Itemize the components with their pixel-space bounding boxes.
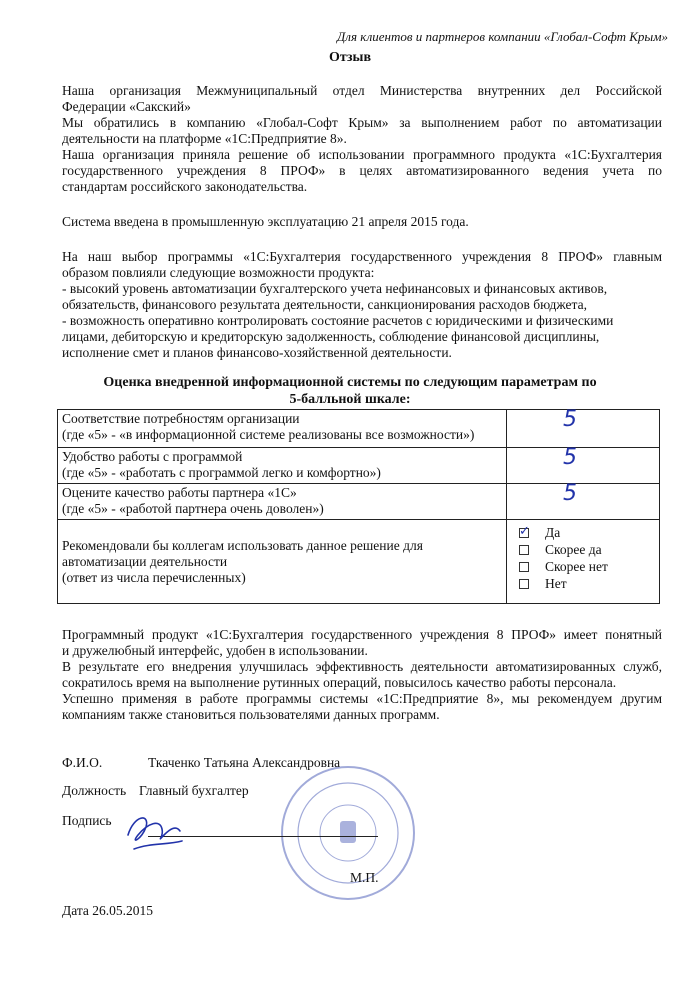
handwritten-signature (120, 805, 190, 857)
date-text: Дата 26.05.2015 (62, 903, 154, 918)
launch-text (62, 214, 469, 230)
closing-line: Программный продукт «1С:Бухгалтерия государственного учреждения 8 ПРОФ» имеет понятный (62, 627, 662, 642)
question-text: Удобство работы с программой (62, 449, 243, 464)
choice-line: - возможность оперативно контролировать состояние расчетов с юридическими и физическими (62, 313, 614, 328)
option-no[interactable] (511, 575, 655, 592)
header-note: Для клиентов и партнеров компании «Глобал-Софт Крым» (337, 29, 668, 44)
question-cell (58, 484, 507, 520)
question-text: Оцените качество работы партнера «1С» (62, 485, 297, 500)
question-text: Соответствие потребностям организации (62, 411, 300, 426)
checkbox-icon[interactable] (519, 545, 529, 555)
closing-line: сократилось время на выполнение рутинных операций, повысилось качество работы персонала. (62, 675, 617, 690)
question-note: (ответ из числа перечисленных) (62, 569, 246, 585)
question-note: (где «5» - «в информационной системе реализованы все возможности») (62, 427, 475, 442)
intro-line: Наша организация Межмуниципальный отдел Министерства внутренних дел Российской (62, 83, 662, 98)
intro-line: Федерации «Сакский» (62, 99, 191, 114)
checkbox-checked-icon[interactable] (519, 528, 529, 538)
question-text: автоматизации деятельности (62, 553, 228, 569)
table-row (58, 448, 660, 484)
option-label: Нет (545, 575, 567, 591)
position-label: Должность (62, 783, 127, 798)
checkbox-icon[interactable] (519, 579, 529, 589)
option-label: Скорее нет (545, 558, 608, 574)
option-yes[interactable] (511, 524, 655, 541)
option-rather-no[interactable] (511, 558, 655, 575)
document-title: Отзыв (328, 50, 372, 65)
score-cell (507, 481, 660, 520)
option-rather-yes[interactable] (511, 541, 655, 558)
score-cell (507, 445, 660, 484)
choice-line: исполнение смет и планов финансово-хозяйственной деятельности. (62, 345, 452, 360)
question-note: (где «5» - «работой партнера очень доволен») (62, 501, 324, 516)
question-cell (58, 520, 507, 604)
closing-paragraph (62, 627, 662, 723)
table-row (58, 410, 660, 448)
closing-line: и дружелюбный интерфейс, удобен в использовании. (62, 643, 368, 658)
checkbox-icon[interactable] (519, 562, 529, 572)
question-cell (58, 448, 507, 484)
intro-line: государственного учреждения 8 ПРОФ» в целях автоматизированного ведения учета по (62, 163, 662, 178)
intro-line: стандартам российского законодательства. (62, 179, 308, 194)
table-row (58, 520, 660, 604)
choice-line: На наш выбор программы «1С:Бухгалтерия государственного учреждения 8 ПРОФ» главным (62, 249, 662, 264)
evaluation-table (57, 409, 660, 604)
fio-value: Ткаченко Татьяна Александровна (148, 755, 341, 770)
launch-line: Система введена в промышленную эксплуатацию 21 апреля 2015 года. (62, 214, 469, 229)
table-title (0, 374, 700, 408)
handwritten-score: 5 (563, 445, 577, 470)
table-title-line: 5-балльной шкале: (289, 392, 411, 407)
closing-line: компаниям также становиться пользователями данных программ. (62, 707, 440, 722)
question-text: Рекомендовали бы коллегам использовать данное решение для (62, 537, 423, 553)
choice-paragraph (62, 249, 662, 361)
option-label: Скорее да (545, 541, 602, 557)
handwritten-score: 5 (563, 407, 577, 432)
choice-line: - высокий уровень автоматизации бухгалтерского учета нефинансовых и финансовых активов, (62, 281, 608, 296)
intro-line: Мы обратились в компанию «Глобал-Софт Крым» за выполнением работ по автоматизации (62, 115, 662, 130)
table-row (58, 484, 660, 520)
choice-line: лицами, дебиторскую и кредиторскую задолженность, соблюдение финансовой дисциплины, (62, 329, 600, 344)
question-cell (58, 410, 507, 448)
fio-label: Ф.И.О. (62, 755, 103, 770)
question-note: (где «5» - «работать с программой легко и комфортно») (62, 465, 381, 480)
closing-line: В результате его внедрения улучшилась эффективность деятельности автоматизированных служб, (62, 659, 662, 674)
table-title-line: Оценка внедренной информационной системы по следующим параметрам по (103, 375, 597, 390)
stamp-label: М.П. (350, 870, 379, 885)
position-value: Главный бухгалтер (139, 783, 249, 798)
choice-line: обязательств, финансового результата деятельности, санкционирования расходов бюджета, (62, 297, 587, 312)
intro-line: Наша организация приняла решение об использовании программного продукта «1С:Бухгалтерия (62, 147, 662, 162)
handwritten-score: 5 (563, 481, 577, 506)
choice-line: образом повлияли следующие возможности продукта: (62, 265, 375, 280)
intro-line: деятельности на платформе «1С:Предприятие 8». (62, 131, 347, 146)
intro-paragraph (62, 83, 662, 195)
options-cell (507, 520, 660, 604)
signature-label: Подпись (62, 813, 112, 828)
option-label: Да (545, 524, 561, 540)
score-cell (507, 407, 660, 448)
closing-line: Успешно применяя в работе программы системы «1С:Предприятие 8», мы рекомендуем другим (62, 691, 662, 706)
organization-stamp (278, 763, 418, 903)
